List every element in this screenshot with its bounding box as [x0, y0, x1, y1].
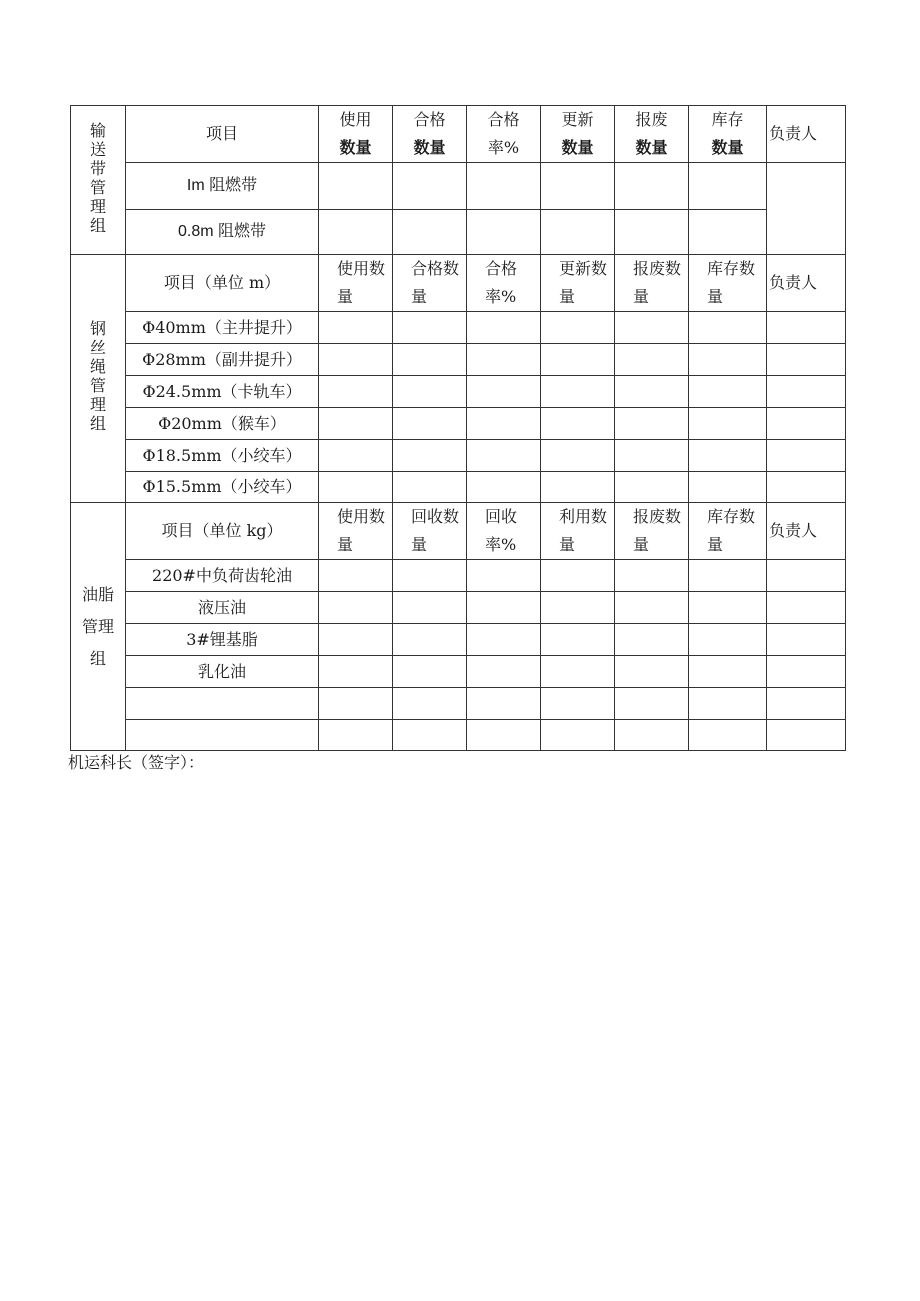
- cell[interactable]: [541, 312, 615, 344]
- cell[interactable]: [541, 656, 615, 688]
- cell[interactable]: [615, 210, 689, 255]
- cell[interactable]: [615, 376, 689, 408]
- cell[interactable]: [615, 592, 689, 624]
- cell[interactable]: [393, 656, 467, 688]
- conveyor-item: Im 阻燃带: [126, 163, 319, 210]
- cell[interactable]: [393, 440, 467, 472]
- management-table: [70, 105, 846, 751]
- cell[interactable]: [393, 210, 467, 255]
- table-row: [71, 344, 846, 376]
- cell[interactable]: [319, 408, 393, 440]
- conveyor-header-owner: 负责人: [767, 106, 846, 163]
- cell[interactable]: [467, 624, 541, 656]
- grease-group-label: 油脂管理组: [71, 503, 126, 751]
- cell[interactable]: [393, 688, 467, 720]
- cell[interactable]: [689, 376, 767, 408]
- cell[interactable]: [393, 344, 467, 376]
- cell[interactable]: [541, 624, 615, 656]
- cell[interactable]: [615, 163, 689, 210]
- conveyor-header-item: 项目: [126, 106, 319, 163]
- cell[interactable]: [541, 472, 615, 503]
- cell[interactable]: [393, 560, 467, 592]
- cell[interactable]: [689, 656, 767, 688]
- table-row: [71, 688, 846, 720]
- cell[interactable]: [615, 440, 689, 472]
- cell[interactable]: [541, 376, 615, 408]
- rope-header-rate: 合格率%: [467, 255, 541, 312]
- cell[interactable]: [319, 163, 393, 210]
- cell[interactable]: [767, 624, 846, 656]
- cell[interactable]: [767, 472, 846, 503]
- cell[interactable]: [541, 210, 615, 255]
- conveyor-header-qualified: 合格 数量: [393, 106, 467, 163]
- cell[interactable]: [319, 472, 393, 503]
- rope-item: Φ20mm（猴车）: [126, 408, 319, 440]
- cell[interactable]: [615, 344, 689, 376]
- cell[interactable]: [767, 376, 846, 408]
- cell[interactable]: [319, 440, 393, 472]
- rope-header-scrap: 报废数量: [615, 255, 689, 312]
- cell[interactable]: [689, 624, 767, 656]
- cell[interactable]: [689, 344, 767, 376]
- rope-header-use: 使用数量: [319, 255, 393, 312]
- cell[interactable]: [467, 408, 541, 440]
- conveyor-group-label: 输送带管理组: [71, 106, 126, 255]
- conveyor-header-stock: 库存 数量: [689, 106, 767, 163]
- table-row: [71, 163, 846, 210]
- cell[interactable]: [767, 312, 846, 344]
- cell[interactable]: [767, 560, 846, 592]
- cell[interactable]: [689, 560, 767, 592]
- table-row: [71, 624, 846, 656]
- cell[interactable]: [541, 408, 615, 440]
- cell[interactable]: [689, 408, 767, 440]
- grease-header-owner: 负责人: [767, 503, 846, 560]
- cell[interactable]: [467, 560, 541, 592]
- rope-header-stock: 库存数量: [689, 255, 767, 312]
- rope-item: Φ18.5mm（小绞车）: [126, 440, 319, 472]
- table-row: [71, 472, 846, 503]
- conveyor-owner-cell[interactable]: [767, 163, 846, 255]
- cell[interactable]: [467, 210, 541, 255]
- cell[interactable]: [393, 312, 467, 344]
- cell[interactable]: [689, 688, 767, 720]
- cell[interactable]: [319, 312, 393, 344]
- cell[interactable]: [467, 344, 541, 376]
- cell[interactable]: [467, 688, 541, 720]
- cell[interactable]: [615, 720, 689, 751]
- cell[interactable]: [467, 440, 541, 472]
- rope-header-qualified: 合格数量: [393, 255, 467, 312]
- cell[interactable]: [319, 592, 393, 624]
- cell[interactable]: [393, 472, 467, 503]
- grease-header-stock: 库存数量: [689, 503, 767, 560]
- cell[interactable]: [541, 344, 615, 376]
- grease-item: 3#锂基脂: [126, 624, 319, 656]
- cell[interactable]: [615, 688, 689, 720]
- grease-header-util: 利用数量: [541, 503, 615, 560]
- cell[interactable]: [689, 210, 767, 255]
- table-row: [71, 720, 846, 751]
- table-row: [71, 210, 846, 255]
- cell[interactable]: [393, 592, 467, 624]
- table-row: [71, 656, 846, 688]
- cell[interactable]: [319, 376, 393, 408]
- grease-header-recover: 回收数量: [393, 503, 467, 560]
- conveyor-header-scrap: 报废 数量: [615, 106, 689, 163]
- grease-item: 液压油: [126, 592, 319, 624]
- cell[interactable]: [689, 312, 767, 344]
- grease-header-use: 使用数量: [319, 503, 393, 560]
- rope-header-owner: 负责人: [767, 255, 846, 312]
- cell[interactable]: [767, 440, 846, 472]
- table-row: [71, 376, 846, 408]
- grease-item[interactable]: [126, 720, 319, 751]
- grease-header-scrap: 报废数量: [615, 503, 689, 560]
- cell[interactable]: [319, 656, 393, 688]
- rope-header-renew: 更新数量: [541, 255, 615, 312]
- cell[interactable]: [319, 210, 393, 255]
- grease-item: 220#中负荷齿轮油: [126, 560, 319, 592]
- cell[interactable]: [319, 624, 393, 656]
- cell[interactable]: [467, 163, 541, 210]
- cell[interactable]: [767, 592, 846, 624]
- cell[interactable]: [319, 688, 393, 720]
- cell[interactable]: [767, 656, 846, 688]
- cell[interactable]: [615, 560, 689, 592]
- cell[interactable]: [541, 688, 615, 720]
- cell[interactable]: [689, 592, 767, 624]
- rope-item: Φ15.5mm（小绞车）: [126, 472, 319, 503]
- cell[interactable]: [767, 688, 846, 720]
- rope-group-label: 钢丝绳管理组: [71, 255, 126, 503]
- grease-item: 乳化油: [126, 656, 319, 688]
- rope-item: Φ28mm（副井提升）: [126, 344, 319, 376]
- cell[interactable]: [767, 344, 846, 376]
- conveyor-header-rate: 合格 率%: [467, 106, 541, 163]
- cell[interactable]: [767, 720, 846, 751]
- table-row: [71, 440, 846, 472]
- cell[interactable]: [393, 624, 467, 656]
- grease-header-rate: 回收率%: [467, 503, 541, 560]
- cell[interactable]: [541, 560, 615, 592]
- rope-item: Φ24.5mm（卡轨车）: [126, 376, 319, 408]
- cell[interactable]: [467, 656, 541, 688]
- cell[interactable]: [541, 440, 615, 472]
- cell[interactable]: [393, 163, 467, 210]
- cell[interactable]: [319, 560, 393, 592]
- cell[interactable]: [615, 624, 689, 656]
- cell[interactable]: [467, 592, 541, 624]
- conveyor-header-renew: 更新 数量: [541, 106, 615, 163]
- cell[interactable]: [615, 656, 689, 688]
- cell[interactable]: [689, 163, 767, 210]
- cell[interactable]: [615, 408, 689, 440]
- cell[interactable]: [689, 472, 767, 503]
- conveyor-item: 0.8m 阻燃带: [126, 210, 319, 255]
- cell[interactable]: [541, 163, 615, 210]
- table-row: [71, 592, 846, 624]
- cell[interactable]: [467, 720, 541, 751]
- table-row: [71, 560, 846, 592]
- cell[interactable]: [541, 592, 615, 624]
- cell[interactable]: [319, 720, 393, 751]
- cell[interactable]: [767, 408, 846, 440]
- signature-line: 机运科长（签字）：: [68, 753, 205, 772]
- cell[interactable]: [615, 312, 689, 344]
- cell[interactable]: [615, 472, 689, 503]
- rope-item: Φ40mm（主井提升）: [126, 312, 319, 344]
- cell[interactable]: [393, 408, 467, 440]
- cell[interactable]: [393, 376, 467, 408]
- cell[interactable]: [467, 472, 541, 503]
- cell[interactable]: [541, 720, 615, 751]
- cell[interactable]: [319, 344, 393, 376]
- table-row: [71, 312, 846, 344]
- rope-header-item: 项目（单位 m）: [126, 255, 319, 312]
- cell[interactable]: [393, 720, 467, 751]
- cell[interactable]: [467, 376, 541, 408]
- cell[interactable]: [689, 720, 767, 751]
- cell[interactable]: [689, 440, 767, 472]
- cell[interactable]: [467, 312, 541, 344]
- conveyor-header-use: 使用 数量: [319, 106, 393, 163]
- grease-item[interactable]: [126, 688, 319, 720]
- grease-header-item: 项目（单位 kg）: [126, 503, 319, 560]
- table-row: [71, 408, 846, 440]
